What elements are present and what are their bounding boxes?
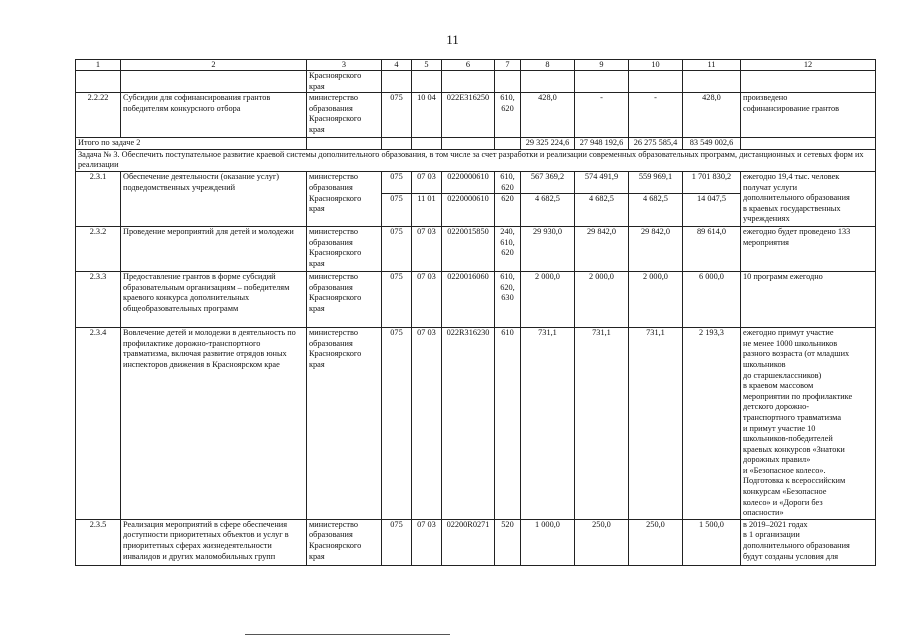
org-cell: министерство образования Красноярского края: [307, 328, 382, 520]
header-cell: 10: [629, 60, 683, 71]
amount-cell: 731,1: [629, 328, 683, 520]
total-amount: 27 948 192,6: [575, 138, 629, 150]
table-row-2-3-5: [76, 519, 876, 565]
result-cell: ежегодно будет проведено 133 мероприятия: [741, 227, 876, 272]
amount-cell: 4 682,5: [521, 194, 575, 227]
vr-cell: 610, 620, 630: [495, 272, 521, 328]
header-cell: 2: [121, 60, 307, 71]
row-name: Реализация мероприятий в сфере обеспечения доступности приоритетных объектов и услуг в приоритетных сферах жизнедеятельности инвалидов и других маломобильных групп: [121, 519, 307, 565]
row-number: 2.2.22: [76, 93, 121, 138]
rzpr-cell: 07 03: [412, 272, 442, 328]
amount-cell: 1 701 830,2: [683, 171, 741, 193]
amount-cell: 1 500,0: [683, 519, 741, 565]
amount-cell: -: [629, 93, 683, 138]
row-name: Субсидии для софинансирования грантов победителям конкурсного отбора: [121, 93, 307, 138]
total-row: [76, 138, 876, 150]
total-amount: 29 325 224,6: [521, 138, 575, 150]
amount-cell: 250,0: [629, 519, 683, 565]
vr-cell: 610: [495, 328, 521, 520]
total-label: Итого по задаче 2: [76, 138, 307, 150]
vr-cell: 610, 620: [495, 93, 521, 138]
row-name: Обеспечение деятельности (оказание услуг) подведомственных учреждений: [121, 171, 307, 226]
csr-cell: 02200R0271: [442, 519, 495, 565]
header-cell: 3: [307, 60, 382, 71]
grbs-cell: 075: [382, 93, 412, 138]
amount-cell: -: [575, 93, 629, 138]
amount-cell: 89 614,0: [683, 227, 741, 272]
csr-cell: 0220015850: [442, 227, 495, 272]
header-cell: 11: [683, 60, 741, 71]
result-cell: произведено софинансирование грантов: [741, 93, 876, 138]
csr-cell: 022E316250: [442, 93, 495, 138]
grbs-cell: 075: [382, 519, 412, 565]
amount-cell: 29 842,0: [575, 227, 629, 272]
total-amount: 26 275 585,4: [629, 138, 683, 150]
result-cell: в 2019–2021 годах в 1 организации дополнительного образования будут созданы условия для: [741, 519, 876, 565]
result-cell: ежегодно примут участие не менее 1000 школьников разного возраста (от младших школьников до старшеклассников) в краевом массовом мероприятии по профилактике детского дорожно- транспортного травматизма и примут участие 10 школьников-победителей краевых конкурсов «Знатоки дорожных правил» и «Безопасное колесо». Подготовка к всероссийским конкурсам «Безопасное колесо» и «Дороги без опасности»: [741, 328, 876, 520]
amount-cell: 29 842,0: [629, 227, 683, 272]
row-number: 2.3.3: [76, 272, 121, 328]
table-row-2-2-22: [76, 93, 876, 138]
org-cell: министерство образования: [307, 171, 382, 193]
org-cell: министерство образования Красноярского края: [307, 93, 382, 138]
table-row-2-3-3: [76, 272, 876, 328]
rzpr-cell: 07 03: [412, 519, 442, 565]
row-number: 2.3.4: [76, 328, 121, 520]
amount-cell: 567 369,2: [521, 171, 575, 193]
amount-cell: 250,0: [575, 519, 629, 565]
table-row-2-3-2: [76, 227, 876, 272]
row-name: Предоставление грантов в форме субсидий образовательным организациям – победителям краевого конкурса дополнительных общеобразовательных программ: [121, 272, 307, 328]
amount-cell: 1 000,0: [521, 519, 575, 565]
header-cell: 7: [495, 60, 521, 71]
grbs-cell: 075: [382, 272, 412, 328]
amount-cell: 731,1: [521, 328, 575, 520]
vr-cell: 240, 610, 620: [495, 227, 521, 272]
amount-cell: 2 000,0: [521, 272, 575, 328]
total-amount: 83 549 002,6: [683, 138, 741, 150]
page-bottom-rule: [245, 634, 450, 635]
page-number: 11: [446, 32, 459, 47]
rzpr-cell: 07 03: [412, 227, 442, 272]
amount-cell: 559 969,1: [629, 171, 683, 193]
amount-cell: 14 047,5: [683, 194, 741, 227]
amount-cell: 428,0: [521, 93, 575, 138]
result-cell: ежегодно 19,4 тыс. человек получат услуги дополнительного образования в краевых государственных учреждениях: [741, 171, 876, 226]
rzpr-cell: 07 03: [412, 328, 442, 520]
header-cell: 5: [412, 60, 442, 71]
grbs-cell: 075: [382, 328, 412, 520]
amount-cell: 6 000,0: [683, 272, 741, 328]
rzpr-cell: 10 04: [412, 93, 442, 138]
header-cell: 6: [442, 60, 495, 71]
amount-cell: 574 491,9: [575, 171, 629, 193]
task-heading-row: [76, 149, 876, 171]
amount-cell: 4 682,5: [629, 194, 683, 227]
org-cell: министерство образования Красноярского края: [307, 519, 382, 565]
amount-cell: 731,1: [575, 328, 629, 520]
vr-cell: 520: [495, 519, 521, 565]
amount-cell: 4 682,5: [575, 194, 629, 227]
csr-cell: 0220000610: [442, 194, 495, 227]
row-name: Вовлечение детей и молодежи в деятельность по профилактике дорожно-транспортного травматизма, включая развитие отрядов юных инспекторов движения в Красноярском крае: [121, 328, 307, 520]
amount-cell: 2 193,3: [683, 328, 741, 520]
vr-cell: 620: [495, 194, 521, 227]
table-row-2-3-4: [76, 328, 876, 520]
org-cell: Красноярского края: [307, 194, 382, 227]
amount-cell: 2 000,0: [575, 272, 629, 328]
result-cell: 10 программ ежегодно: [741, 272, 876, 328]
header-cell: 8: [521, 60, 575, 71]
task-heading: Задача № 3. Обеспечить поступательное развитие краевой системы дополнительного образования, в том числе за счет разработки и реализации современных образовательных программ, дистанционных и сетевых форм их реализации: [76, 149, 876, 171]
csr-cell: 022R316230: [442, 328, 495, 520]
vr-cell: 610, 620: [495, 171, 521, 193]
row-number: 2.3.5: [76, 519, 121, 565]
grbs-cell: 075: [382, 227, 412, 272]
table-row-2-3-1: [76, 171, 876, 193]
rzpr-cell: 11 01: [412, 194, 442, 227]
header-cell: 12: [741, 60, 876, 71]
header-row: [76, 60, 876, 71]
amount-cell: 428,0: [683, 93, 741, 138]
csr-cell: 0220000610: [442, 171, 495, 193]
table-row-continued: [76, 71, 876, 93]
program-table: [75, 59, 876, 566]
rzpr-cell: 07 03: [412, 171, 442, 193]
row-name: Проведение мероприятий для детей и молодежи: [121, 227, 307, 272]
grbs-cell: 075: [382, 194, 412, 227]
org-cell: министерство образования Красноярского края: [307, 227, 382, 272]
amount-cell: 29 930,0: [521, 227, 575, 272]
csr-cell: 0220016060: [442, 272, 495, 328]
header-cell: 9: [575, 60, 629, 71]
amount-cell: 2 000,0: [629, 272, 683, 328]
header-cell: 1: [76, 60, 121, 71]
grbs-cell: 075: [382, 171, 412, 193]
header-cell: 4: [382, 60, 412, 71]
org-cell: Красноярского края: [307, 71, 382, 93]
row-number: 2.3.2: [76, 227, 121, 272]
org-cell: министерство образования Красноярского края: [307, 272, 382, 328]
row-number: 2.3.1: [76, 171, 121, 226]
